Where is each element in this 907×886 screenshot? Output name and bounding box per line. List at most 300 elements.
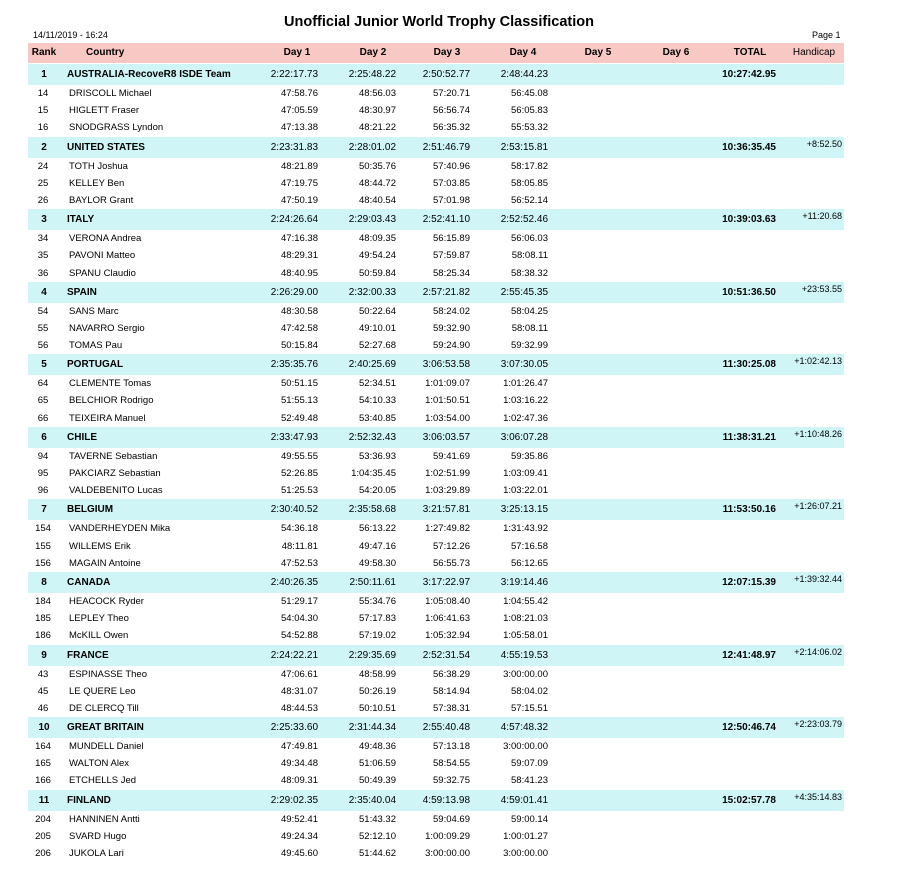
rider-name-cell: MAGAIN Antoine [69,557,141,569]
team-d1-cell: 2:25:33.60 [270,722,318,734]
rider-d1-cell: 50:51.15 [281,378,318,390]
team-d4-cell: 3:07:30.05 [500,359,548,371]
rider-d3-cell: 1:06:41.63 [425,613,470,625]
rider-row [28,102,844,119]
rider-row [28,247,844,264]
rider-no-cell: 166 [35,775,51,787]
rider-row [28,738,844,755]
rider-d1-cell: 54:52.88 [281,630,318,642]
col-country: Country [86,47,125,58]
rider-d3-cell: 59:04.69 [433,813,470,825]
team-d3-cell: 4:59:13.98 [422,794,470,806]
rider-d4-cell: 1:03:22.01 [503,485,548,497]
rider-d4-cell: 1:05:58.01 [503,630,548,642]
col-day4: Day 4 [509,47,537,58]
rider-d2-cell: 49:58.30 [359,557,396,569]
rider-d4-cell: 56:12.65 [511,557,548,569]
team-country-cell: GREAT BRITAIN [67,722,144,734]
col-day3: Day 3 [433,47,461,58]
team-d1-cell: 2:29:02.35 [270,794,318,806]
rider-d3-cell: 56:56.74 [433,105,470,117]
rider-d3-cell: 57:12.26 [433,540,470,552]
rider-no-cell: 154 [35,523,51,535]
rider-d3-cell: 3:00:00.00 [425,848,470,859]
rider-row [28,410,844,427]
team-d2-cell: 2:50:11.61 [349,576,396,588]
rider-d2-cell: 51:44.62 [359,848,396,859]
rider-name-cell: KELLEY Ben [69,177,125,189]
team-d4-cell: 2:48:44.23 [500,69,548,80]
team-d4-cell: 3:19:14.46 [500,576,548,588]
col-day5: Day 5 [584,47,612,58]
rider-name-cell: DRISCOLL Michael [69,88,152,99]
rider-name-cell: BAYLOR Grant [69,194,134,206]
rider-d2-cell: 48:40.54 [359,194,396,206]
rider-name-cell: LE QUERE Leo [69,685,136,697]
rider-d2-cell: 1:04:35.45 [351,468,396,479]
team-rank-cell: 7 [41,504,47,516]
team-handicap-cell: +2:23:03.79 [794,719,842,730]
rider-d2-cell: 54:20.05 [359,485,396,497]
rider-d4-cell: 57:15.51 [511,702,548,714]
rider-d2-cell: 50:35.76 [359,160,396,172]
rider-d2-cell: 50:26.19 [359,685,396,697]
team-d3-cell: 3:06:03.57 [422,431,470,443]
rider-d2-cell: 48:44.72 [359,177,396,189]
rider-no-cell: 186 [35,630,51,642]
rider-d3-cell: 1:27:49.82 [425,523,470,535]
rider-d2-cell: 53:40.85 [359,412,396,424]
team-d2-cell: 2:31:44.34 [348,722,396,734]
rider-d2-cell: 51:43.32 [359,813,396,825]
team-rank-cell: 9 [41,649,47,661]
rider-d1-cell: 51:29.17 [281,595,318,607]
team-rank-cell: 2 [41,141,47,153]
rider-d1-cell: 48:11.81 [281,540,318,552]
rider-d1-cell: 54:36.18 [281,523,318,535]
rider-d1-cell: 52:49.48 [281,412,318,424]
rider-no-cell: 46 [37,702,49,714]
rider-no-cell: 54 [37,305,49,317]
rider-d1-cell: 47:19.75 [281,177,318,189]
team-row [28,282,844,303]
rider-d3-cell: 57:20.71 [433,88,470,99]
rider-d4-cell: 3:00:00.00 [503,668,548,680]
team-total-cell: 12:07:15.39 [722,576,776,588]
rider-d4-cell: 3:00:00.00 [503,848,548,859]
team-country-cell: UNITED STATES [67,141,145,153]
rider-name-cell: SVARD Hugo [69,830,127,842]
rider-d4-cell: 57:16.58 [511,540,548,552]
rider-d3-cell: 58:25.34 [433,267,470,279]
rider-d4-cell: 58:41.23 [511,775,548,787]
rider-d4-cell: 58:17.82 [511,160,548,172]
rider-d2-cell: 51:06.59 [359,758,396,770]
team-rank-cell: 10 [38,722,50,734]
team-country-cell: ITALY [67,214,95,226]
rider-d1-cell: 49:34.48 [281,758,318,770]
team-d1-cell: 2:26:29.00 [270,286,318,298]
team-d2-cell: 2:35:40.04 [348,794,396,806]
team-d2-cell: 2:32:00.33 [348,286,396,298]
rider-d4-cell: 58:04.25 [511,305,548,317]
rider-d4-cell: 56:05.83 [511,105,548,117]
rider-d3-cell: 1:05:08.40 [425,595,470,607]
team-d1-cell: 2:40:26.35 [270,576,318,588]
rider-row [28,755,844,772]
team-d1-cell: 2:35:35.76 [270,359,318,371]
rider-d3-cell: 1:03:29.89 [425,485,470,497]
team-handicap-cell: +11:20.68 [802,211,842,222]
team-row [28,209,844,230]
rider-row [28,265,844,282]
rider-row [28,555,844,572]
col-day6: Day 6 [662,47,690,58]
rider-no-cell: 96 [37,485,49,497]
rider-d3-cell: 56:55.73 [433,557,470,569]
rider-d3-cell: 57:40.96 [433,160,470,172]
rider-d2-cell: 48:21.22 [359,122,396,134]
team-country-cell: CHILE [67,431,97,443]
rider-d4-cell: 56:45.08 [511,88,548,99]
rider-row [28,683,844,700]
rider-row [28,811,844,828]
rider-d1-cell: 48:31.07 [281,685,318,697]
team-d3-cell: 3:17:22.97 [422,576,470,588]
rider-d3-cell: 1:01:09.07 [425,378,470,390]
rider-name-cell: SANS Marc [69,305,119,317]
team-row [28,427,844,448]
rider-row [28,303,844,320]
rider-row [28,192,844,209]
rider-row [28,666,844,683]
rider-d2-cell: 49:48.36 [359,741,396,753]
rider-no-cell: 155 [35,540,51,552]
team-d2-cell: 2:25:48.22 [348,69,396,80]
rider-d2-cell: 50:59.84 [359,267,396,279]
rider-d3-cell: 57:13.18 [433,741,470,753]
rider-d2-cell: 54:10.33 [359,395,396,407]
rider-name-cell: TEIXEIRA Manuel [69,412,146,424]
rider-d2-cell: 49:47.16 [359,540,396,552]
rider-d1-cell: 49:24.34 [281,830,318,842]
rider-name-cell: DE CLERCQ Till [69,702,139,714]
rider-d2-cell: 56:13.22 [359,523,396,535]
rider-no-cell: 14 [37,88,49,99]
rider-d1-cell: 47:05.59 [281,105,318,117]
rider-d2-cell: 50:49.39 [359,775,396,787]
rider-d1-cell: 47:58.76 [281,88,318,99]
team-total-cell: 10:36:35.45 [722,141,776,153]
rider-d3-cell: 1:05:32.94 [425,630,470,642]
team-d3-cell: 2:55:40.48 [422,722,470,734]
rider-name-cell: WALTON Alex [69,758,130,770]
rider-d1-cell: 47:52.53 [281,557,318,569]
team-total-cell: 11:30:25.08 [722,359,776,371]
rider-name-cell: VANDERHEYDEN Mika [69,523,171,535]
rider-name-cell: TOMAS Pau [69,340,123,352]
col-total: TOTAL [733,47,767,58]
rider-name-cell: CLEMENTE Tomas [69,378,152,390]
rider-no-cell: 165 [35,758,51,770]
rider-d3-cell: 58:14.94 [433,685,470,697]
team-rank-cell: 6 [41,431,47,443]
rider-d1-cell: 49:52.41 [281,813,318,825]
rider-row [28,375,844,392]
rider-name-cell: SPANU Claudio [69,267,136,279]
rider-d4-cell: 56:52.14 [511,194,548,206]
rider-row [28,627,844,644]
team-rank-cell: 1 [41,69,47,80]
team-country-cell: CANADA [67,576,111,588]
team-d4-cell: 2:55:45.35 [500,286,548,298]
rider-d1-cell: 48:21.89 [281,160,318,172]
team-handicap-cell: +23:53.55 [801,283,842,294]
rider-d3-cell: 58:24.02 [433,305,470,317]
rider-name-cell: LEPLEY Theo [69,613,129,625]
rider-row [28,448,844,465]
team-row [28,717,844,738]
rider-d2-cell: 53:36.93 [359,450,396,462]
team-row [28,64,844,85]
team-country-cell: PORTUGAL [67,359,124,371]
team-row [28,790,844,811]
team-row [28,572,844,593]
rider-d4-cell: 58:04.02 [511,685,548,697]
rider-row [28,700,844,717]
team-d3-cell: 2:57:21.82 [422,286,470,298]
rider-d1-cell: 47:16.38 [281,233,318,245]
team-d3-cell: 2:51:46.79 [422,141,470,153]
team-d1-cell: 2:33:47.93 [270,431,318,443]
rider-name-cell: HIGLETT Fraser [69,105,140,117]
team-d1-cell: 2:23:31.83 [270,141,318,153]
team-d4-cell: 3:25:13.15 [500,504,548,516]
rider-d1-cell: 51:25.53 [281,485,318,497]
rider-name-cell: NAVARRO Sergio [69,322,145,334]
team-row [28,137,844,158]
rider-d4-cell: 56:06.03 [511,233,548,245]
team-d2-cell: 2:29:35.69 [348,649,396,661]
team-total-cell: 15:02:57.78 [722,794,776,806]
print-datetime: 14/11/2019 - 16:24 [33,30,108,40]
rider-no-cell: 95 [37,468,49,479]
rider-no-cell: 25 [37,177,49,189]
rider-name-cell: VERONA Andrea [69,233,142,245]
rider-d2-cell: 52:12.10 [359,830,396,842]
rider-d1-cell: 49:55.55 [281,450,318,462]
rider-row [28,337,844,354]
team-d4-cell: 2:53:15.81 [500,141,548,153]
team-d1-cell: 2:24:22.21 [270,649,318,661]
rider-d2-cell: 49:10.01 [359,322,396,334]
team-d1-cell: 2:24:26.64 [270,214,318,226]
rider-name-cell: TOTH Joshua [69,160,128,172]
rider-d4-cell: 1:31:43.92 [503,523,548,535]
team-total-cell: 10:51:36.50 [722,286,776,298]
team-total-cell: 12:41:48.97 [722,649,776,661]
team-d1-cell: 2:30:40.52 [270,504,318,516]
rider-row [28,482,844,499]
rider-name-cell: ETCHELLS Jed [69,775,137,787]
team-rank-cell: 4 [41,286,47,298]
rider-d1-cell: 47:42.58 [281,322,318,334]
team-row [28,645,844,666]
team-d2-cell: 2:28:01.02 [348,141,396,153]
rider-no-cell: 36 [37,267,49,279]
rider-row [28,610,844,627]
rider-no-cell: 156 [35,557,51,569]
rider-d1-cell: 48:09.31 [281,775,318,787]
rider-no-cell: 206 [35,848,51,859]
rider-d1-cell: 48:29.31 [281,250,318,262]
rider-row [28,538,844,555]
rider-d3-cell: 59:24.90 [433,340,470,352]
rider-d4-cell: 1:01:26.47 [503,378,548,390]
col-day2: Day 2 [359,47,387,58]
page-number: Page 1 [812,30,841,40]
team-d4-cell: 2:52:52.46 [500,214,548,226]
rider-no-cell: 205 [35,830,51,842]
team-handicap-cell: +1:39:32.44 [794,573,842,584]
rider-row [28,465,844,482]
team-country-cell: FINLAND [67,794,111,806]
rider-d1-cell: 47:06.61 [281,668,318,680]
rider-d2-cell: 50:22.64 [359,305,396,317]
rider-d3-cell: 1:02:51.99 [425,468,470,479]
rider-d1-cell: 51:55.13 [281,395,318,407]
team-country-cell: SPAIN [67,286,97,298]
team-total-cell: 11:53:50.16 [722,504,776,516]
rider-d4-cell: 3:00:00.00 [503,741,548,753]
rider-d3-cell: 59:32.75 [433,775,470,787]
team-country-cell: BELGIUM [67,504,114,516]
rider-d4-cell: 58:08.11 [511,250,548,262]
rider-d4-cell: 1:02:47.36 [503,412,548,424]
rider-d1-cell: 47:49.81 [281,741,318,753]
team-total-cell: 10:39:03.63 [722,214,776,226]
team-handicap-cell: +1:26:07.21 [794,501,842,512]
rider-d1-cell: 47:50.19 [281,194,318,206]
rider-d1-cell: 47:13.38 [281,122,318,134]
rider-no-cell: 24 [37,160,49,172]
team-d3-cell: 2:52:31.54 [422,649,470,661]
rider-d4-cell: 55:53.32 [511,122,548,134]
rider-d2-cell: 52:34.51 [359,378,396,390]
rider-d3-cell: 56:38.29 [433,668,470,680]
team-d2-cell: 2:40:25.69 [348,359,396,371]
rider-name-cell: ESPINASSE Theo [69,668,147,680]
rider-d2-cell: 52:27.68 [359,340,396,352]
rider-d3-cell: 58:54.55 [433,758,470,770]
rider-d3-cell: 57:38.31 [433,702,470,714]
rider-d2-cell: 57:19.02 [359,630,396,642]
col-handicap: Handicap [792,47,836,58]
rider-d2-cell: 48:09.35 [359,233,396,245]
rider-d4-cell: 1:03:16.22 [503,395,548,407]
team-d2-cell: 2:29:03.43 [348,214,396,226]
rider-no-cell: 26 [37,194,49,206]
rider-no-cell: 66 [37,412,49,424]
rider-no-cell: 55 [37,322,49,334]
rider-d4-cell: 59:00.14 [511,813,548,825]
rider-d2-cell: 57:17.83 [359,613,396,625]
rider-name-cell: SNODGRASS Lyndon [69,122,164,134]
team-handicap-cell: +4:35:14.83 [794,791,842,802]
rider-name-cell: McKILL Owen [69,630,129,642]
rider-d2-cell: 48:58.99 [359,668,396,680]
team-d2-cell: 2:52:32.43 [348,431,396,443]
rider-d2-cell: 49:54.24 [359,250,396,262]
rider-d1-cell: 49:45.60 [281,848,318,859]
team-rank-cell: 5 [41,359,47,371]
team-country-cell: FRANCE [67,649,109,661]
rider-no-cell: 16 [37,122,49,134]
rider-d3-cell: 57:59.87 [433,250,470,262]
rider-no-cell: 56 [37,340,49,352]
team-handicap-cell: +1:10:48.26 [794,428,842,439]
team-d2-cell: 2:35:58.68 [348,504,396,516]
team-d3-cell: 2:52:41.10 [422,214,470,226]
team-handicap-cell: +8:52.50 [806,138,842,149]
rider-d4-cell: 58:05.85 [511,177,548,189]
rider-d4-cell: 1:08:21.03 [503,613,548,625]
team-handicap-cell: +1:02:42.13 [794,356,842,367]
rider-d3-cell: 56:15.89 [433,233,470,245]
classification-table [28,64,844,862]
rider-d1-cell: 50:15.84 [281,340,318,352]
rider-no-cell: 64 [37,378,49,390]
rider-row [28,593,844,610]
team-total-cell: 12:50:46.74 [722,722,776,734]
rider-name-cell: VALDEBENITO Lucas [69,485,163,497]
rider-name-cell: PAVONI Matteo [69,250,136,262]
rider-row [28,85,844,102]
rider-no-cell: 15 [37,105,49,117]
rider-d3-cell: 1:00:09.29 [425,830,470,842]
rider-d2-cell: 48:56.03 [359,88,396,99]
rider-d1-cell: 54:04.30 [281,613,318,625]
rider-row [28,392,844,409]
rider-no-cell: 94 [37,450,49,462]
rider-row [28,320,844,337]
rider-d2-cell: 55:34.76 [359,595,396,607]
rider-no-cell: 185 [35,613,51,625]
rider-d4-cell: 59:07.09 [511,758,548,770]
rider-d4-cell: 58:08.11 [511,322,548,334]
rider-d4-cell: 1:03:09.41 [503,468,548,479]
team-d3-cell: 3:21:57.81 [422,504,470,516]
team-d3-cell: 2:50:52.77 [422,69,470,80]
rider-row [28,119,844,136]
rider-d3-cell: 1:03:54.00 [425,412,470,424]
rider-d1-cell: 52:26.85 [281,468,318,479]
rider-name-cell: TAVERNE Sebastian [69,450,158,462]
team-row [28,499,844,520]
rider-d3-cell: 56:35.32 [433,122,470,134]
rider-no-cell: 184 [35,595,51,607]
team-country-cell: AUSTRALIA-RecoveR8 ISDE Team [67,69,231,80]
rider-row [28,230,844,247]
team-d4-cell: 4:59:01.41 [500,794,548,806]
col-rank: Rank [31,47,57,58]
col-day1: Day 1 [283,47,311,58]
rider-row [28,772,844,789]
rider-row [28,828,844,845]
rider-d3-cell: 57:03.85 [433,177,470,189]
team-d4-cell: 4:57:48.32 [500,722,548,734]
rider-d4-cell: 58:38.32 [511,267,548,279]
